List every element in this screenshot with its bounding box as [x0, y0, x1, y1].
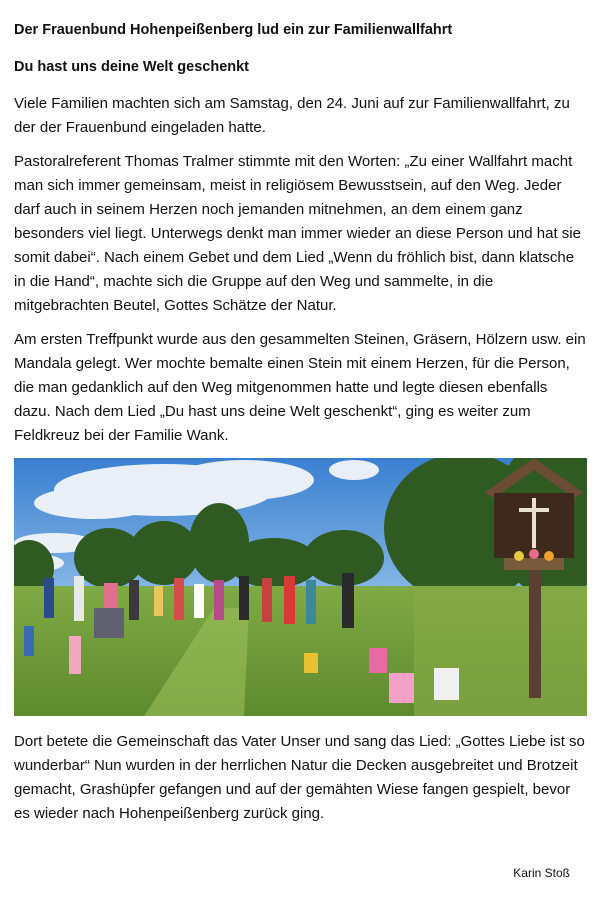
paragraph-2: Pastoralreferent Thomas Tralmer stimmte mit den Worten: „Zu einer Wallfahrt macht man sich immer gemeinsam, meist in religiösem Bewusstsein, auf den Weg. Jeder darf auch in seinem Herzen noch jemanden mitnehmen, an dem einem ganz besonders viel liegt. Unterwegs denkt man immer wieder an diese Person und hat sie somit dabei“. Nach einem Gebet und dem Lied „Wenn du fröhlich bist, dann klatsche in die Hand“, machte sich die Gruppe auf den Weg und sammelte, in die mitgebrachten Beutel, Gottes Schätze der Natur. — [14, 153, 581, 314]
paragraph-4: Dort betete die Gemeinschaft das Vater Unser und sang das Lied: „Gottes Liebe ist so wunderbar“ Nun wurden in der herrlichen Natur die Decken ausgebreitet und Brotzeit gemacht, Grashüpfer gefangen und auf der gemähten Wiese fangen gespielt, bevor es wieder nach Hohenpeißenberg zurück ging. — [14, 733, 585, 822]
author-signature: Karin Stoß — [513, 866, 570, 880]
paragraph-3: Am ersten Treffpunkt wurde aus den gesammelten Steinen, Gräsern, Hölzern usw. ein Mandala gelegt. Wer mochte bemalte einen Stein mit einem Herzen, für die Person, die man gedanklich auf den Weg mitgenommen hatte und legte diesen ebenfalls dazu. Nach dem Lied „Du hast uns deine Welt geschenkt“, ging es weiter zum Feldkreuz bei der Familie Wank. — [14, 331, 586, 444]
paragraph-1: Viele Familien machten sich am Samstag, den 24. Juni auf zur Familienwallfahrt, zu der der Frauenbund eingeladen hatte. — [14, 95, 570, 136]
article-title: Der Frauenbund Hohenpeißenberg lud ein zur Familienwallfahrt — [14, 22, 453, 38]
pilgrimage-photo — [14, 458, 587, 716]
article-subtitle: Du hast uns deine Welt geschenkt — [14, 59, 250, 75]
